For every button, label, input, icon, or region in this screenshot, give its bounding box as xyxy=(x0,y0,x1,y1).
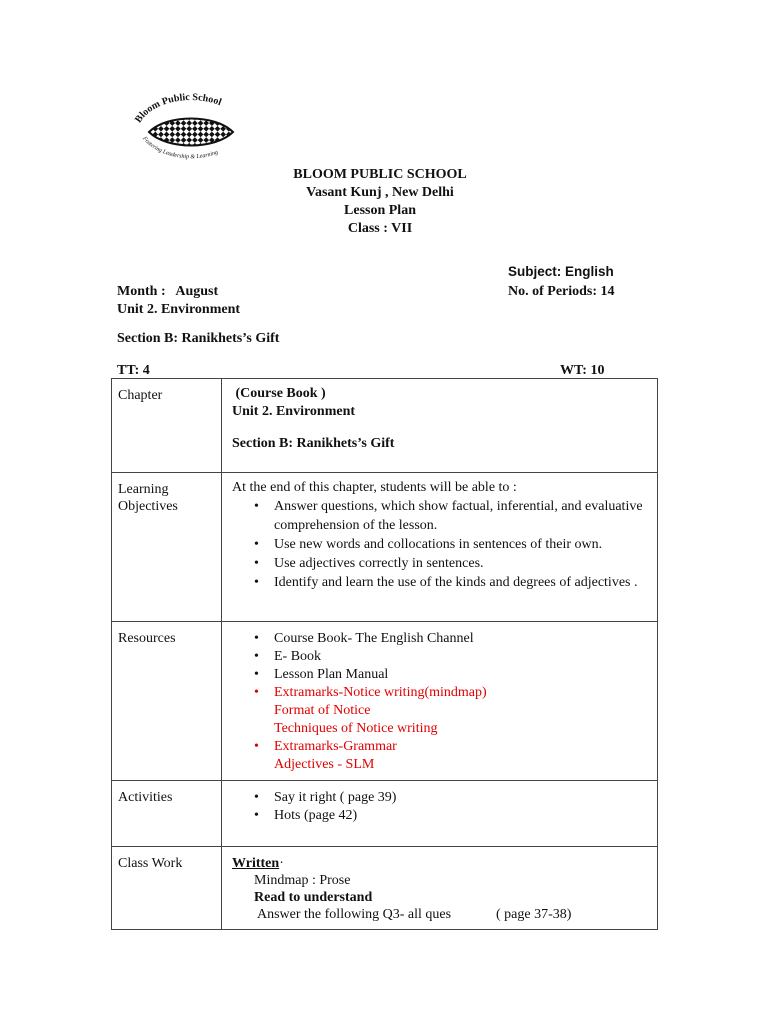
tt-label: TT: 4 xyxy=(117,363,150,378)
row-label-objectives: Learning Objectives xyxy=(112,473,222,622)
lesson-plan-table xyxy=(111,378,658,930)
list-item: • Use new words and collocations in sentences of their own. xyxy=(274,535,649,554)
list-item: • Extramarks-Notice writing(mindmap) xyxy=(274,684,649,702)
month-label: Month : August xyxy=(117,284,219,299)
written-suffix: · xyxy=(279,856,284,871)
read-heading: Read to understand xyxy=(254,890,373,905)
row-activities xyxy=(112,781,658,847)
list-item: • Say it right ( page 39) xyxy=(274,789,649,807)
list-item: • Answer questions, which show factual, inferential, and evaluative comprehension of the lesson. xyxy=(274,497,649,535)
document-type: Lesson Plan xyxy=(344,203,416,218)
row-objectives xyxy=(112,473,658,622)
list-item: • Hots (page 42) xyxy=(274,807,649,825)
row-label-chapter: Chapter xyxy=(112,379,222,473)
written-heading xyxy=(232,855,649,872)
notice-format-line: Format of Notice xyxy=(274,703,371,718)
section-label: Section B: Ranikhets’s Gift xyxy=(117,331,280,346)
answer-text: Answer the following Q3- all ques xyxy=(257,907,452,922)
adjectives-slm-line: Adjectives - SLM xyxy=(274,757,375,772)
document-header xyxy=(270,166,490,238)
month-unit-info xyxy=(117,283,240,319)
answer-pages: ( page 37-38) xyxy=(496,907,572,922)
logo-text-bottom: Fostering Leadership & Learning xyxy=(141,135,219,161)
resources-list-2 xyxy=(232,738,649,756)
logo-text-top: Bloom Public School xyxy=(132,92,223,125)
written-label: Written xyxy=(232,856,280,871)
row-chapter xyxy=(112,379,658,473)
class-label: Class : VII xyxy=(347,221,413,236)
school-logo xyxy=(127,92,255,172)
chapter-section: Section B: Ranikhets’s Gift xyxy=(232,436,395,451)
resources-content xyxy=(222,622,658,781)
row-resources xyxy=(112,622,658,781)
course-book-label: (Course Book ) xyxy=(232,386,326,401)
list-item: • Course Book- The English Channel xyxy=(274,630,649,648)
row-label-classwork: Class Work xyxy=(112,847,222,930)
activities-list xyxy=(232,789,649,825)
row-label-activities: Activities xyxy=(112,781,222,847)
answer-line xyxy=(232,906,649,923)
school-name: BLOOM PUBLIC SCHOOL xyxy=(293,167,467,182)
objectives-intro: At the end of this chapter, students will be able to : xyxy=(232,480,517,495)
school-location: Vasant Kunj , New Delhi xyxy=(306,185,454,200)
subject-info xyxy=(508,262,615,302)
chapter-unit: Unit 2. Environment xyxy=(232,404,356,419)
list-item: • Identify and learn the use of the kinds and degrees of adjectives . xyxy=(274,573,649,592)
objectives-list xyxy=(232,497,649,592)
objectives-content xyxy=(222,473,658,622)
mindmap-line: Mindmap : Prose xyxy=(254,873,351,888)
subject-label: Subject: English xyxy=(508,264,614,279)
periods-label: No. of Periods: 14 xyxy=(508,284,615,299)
row-classwork xyxy=(112,847,658,930)
classwork-content xyxy=(222,847,658,930)
wt-label: WT: 10 xyxy=(560,363,605,378)
notice-techniques-line: Techniques of Notice writing xyxy=(274,721,438,736)
unit-label: Unit 2. Environment xyxy=(117,302,241,317)
list-item: • Lesson Plan Manual xyxy=(274,666,649,684)
activities-content xyxy=(222,781,658,847)
resources-list xyxy=(232,630,649,702)
chapter-content xyxy=(222,379,658,473)
list-item: • Use adjectives correctly in sentences. xyxy=(274,554,649,573)
list-item: • E- Book xyxy=(274,648,649,666)
list-item: • Extramarks-Grammar xyxy=(274,738,649,756)
row-label-resources: Resources xyxy=(112,622,222,781)
